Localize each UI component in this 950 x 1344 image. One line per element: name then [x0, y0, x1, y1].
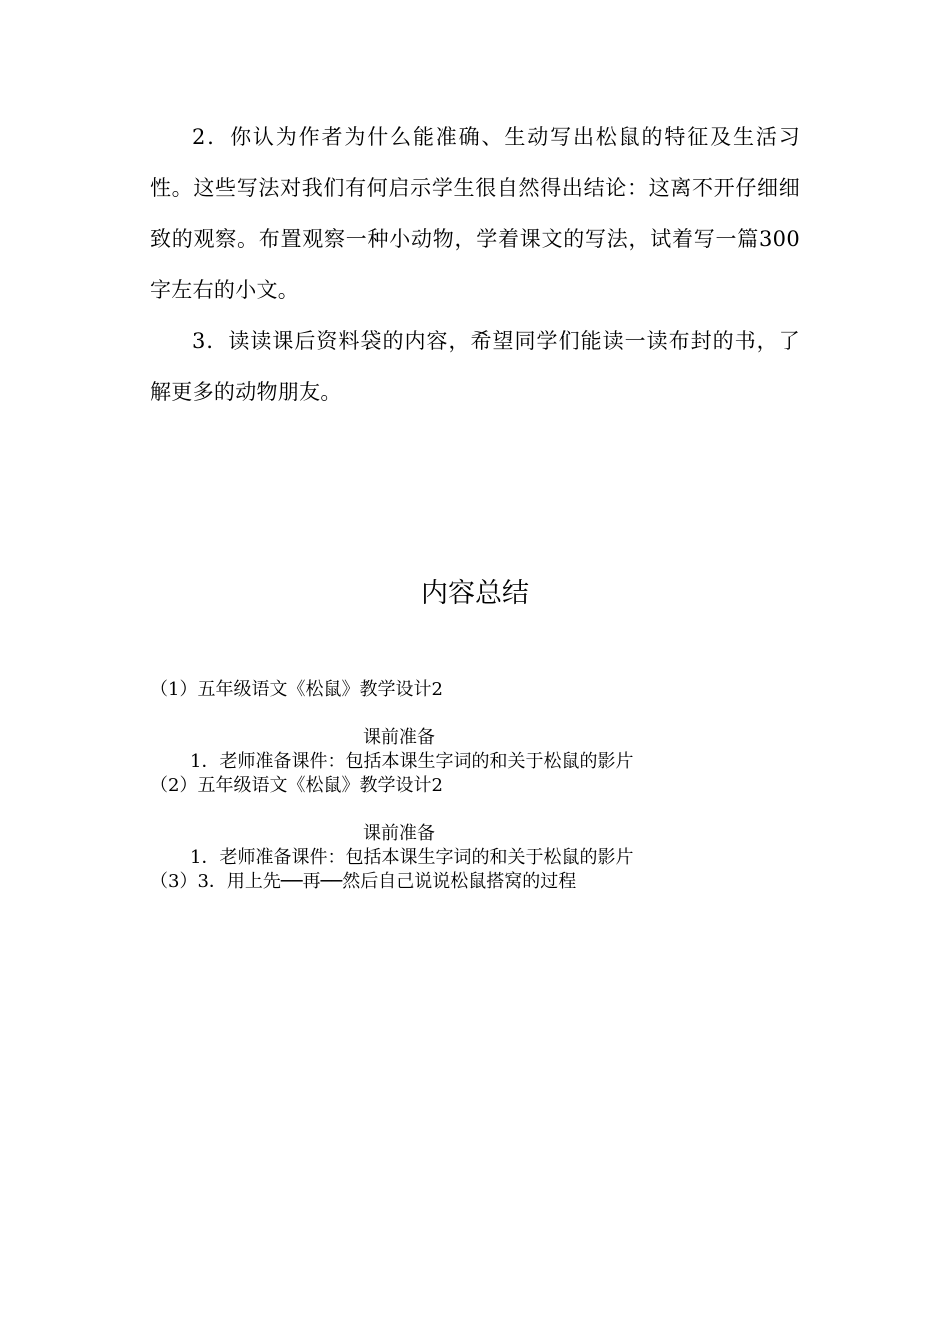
summary-item-1-line: 1．老师准备课件：包括本课生字词的和关于松鼠的影片 — [190, 751, 634, 772]
spacer — [150, 798, 800, 822]
spacer — [150, 702, 800, 726]
body-text — [150, 112, 800, 418]
summary-title: 内容总结 — [421, 578, 529, 609]
summary-item-2-label: （2）五年级语文《松鼠》教学设计2 — [150, 775, 443, 796]
summary-list — [150, 678, 800, 894]
summary-item-1-heading: 课前准备 — [363, 727, 435, 748]
paragraph-2: 2．你认为作者为什么能准确、生动写出松鼠的特征及生活习性。这些写法对我们有何启示学生很自然得出结论：这离不开仔细细致的观察。布置观察一种小动物，学着课文的写法，试着写一篇300字左右的小文。 — [150, 125, 800, 302]
paragraph-3: 3．读读课后资料袋的内容，希望同学们能读一读布封的书，了解更多的动物朋友。 — [150, 329, 800, 404]
summary-item-3-label: （3）3．用上先──再──然后自己说说松鼠搭窝的过程 — [150, 871, 577, 892]
summary-item-2-line: 1．老师准备课件：包括本课生字词的和关于松鼠的影片 — [190, 847, 634, 868]
summary-item-1-label: （1）五年级语文《松鼠》教学设计2 — [150, 679, 443, 700]
summary-item-2-heading: 课前准备 — [363, 823, 435, 844]
